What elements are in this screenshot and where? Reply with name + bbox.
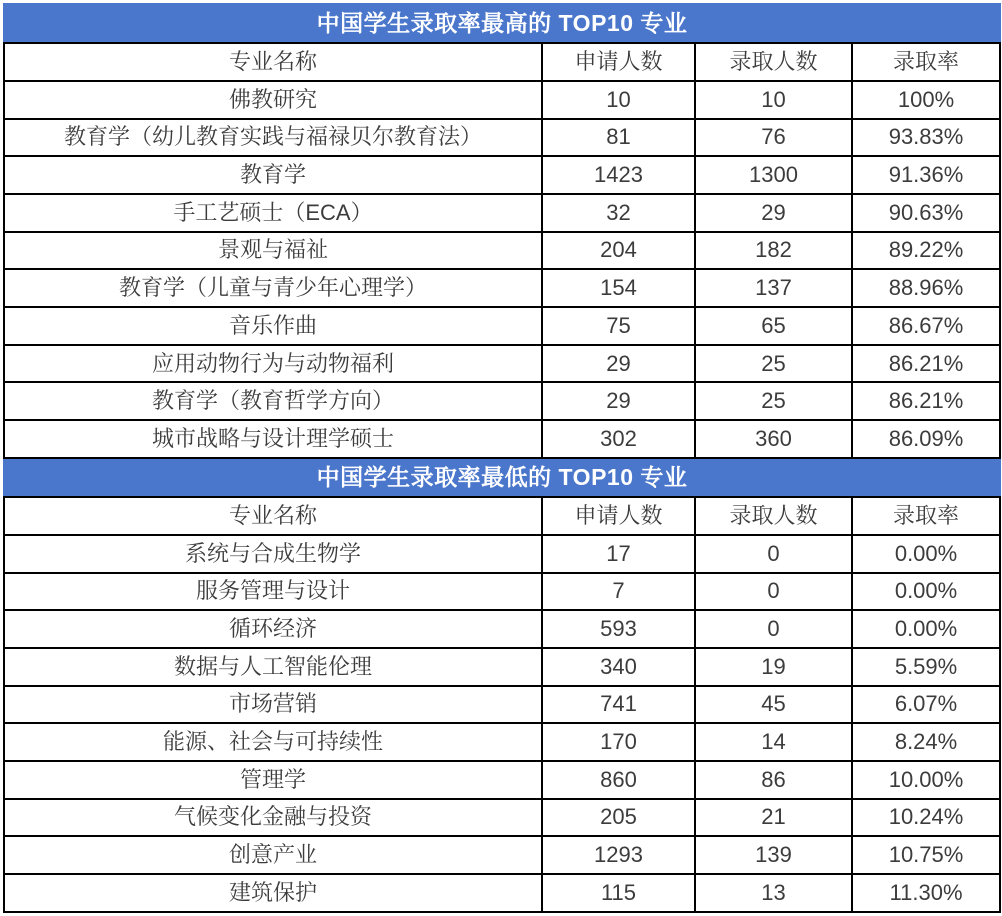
rate-cell: 86.21%: [852, 382, 1000, 420]
column-header-row: [4, 43, 1000, 81]
rate-cell: 0.00%: [852, 535, 1000, 573]
major-name-cell: 市场营销: [4, 686, 542, 724]
column-header-applicants: 申请人数: [542, 497, 695, 535]
major-name-cell: 教育学: [4, 156, 542, 194]
admitted-cell: 139: [695, 836, 852, 874]
column-header-major-name: 专业名称: [4, 43, 542, 81]
applicants-cell: 204: [542, 232, 695, 270]
major-name-cell: 教育学（幼儿教育实践与福禄贝尔教育法）: [4, 119, 542, 157]
table-row: [4, 345, 1000, 383]
admitted-cell: 10: [695, 81, 852, 119]
admitted-cell: 182: [695, 232, 852, 270]
applicants-cell: 75: [542, 307, 695, 345]
major-name-cell: 景观与福祉: [4, 232, 542, 270]
rate-cell: 10.00%: [852, 761, 1000, 799]
applicants-cell: 593: [542, 610, 695, 648]
admitted-cell: 0: [695, 610, 852, 648]
major-name-cell: 佛教研究: [4, 81, 542, 119]
table-row: [4, 382, 1000, 420]
admitted-cell: 25: [695, 382, 852, 420]
rate-cell: 5.59%: [852, 648, 1000, 686]
rate-cell: 0.00%: [852, 610, 1000, 648]
table-row: [4, 420, 1000, 458]
column-header-admitted: 录取人数: [695, 497, 852, 535]
major-name-cell: 手工艺硕士（ECA）: [4, 194, 542, 232]
admitted-cell: 14: [695, 723, 852, 761]
rate-cell: 88.96%: [852, 269, 1000, 307]
major-name-cell: 服务管理与设计: [4, 573, 542, 611]
section-title-row: [4, 458, 1000, 497]
admission-rate-table: [3, 3, 1001, 913]
major-name-cell: 创意产业: [4, 836, 542, 874]
table-row: [4, 723, 1000, 761]
admitted-cell: 45: [695, 686, 852, 724]
applicants-cell: 154: [542, 269, 695, 307]
admitted-cell: 21: [695, 799, 852, 837]
column-header-applicants: 申请人数: [542, 43, 695, 81]
major-name-cell: 音乐作曲: [4, 307, 542, 345]
rate-cell: 8.24%: [852, 723, 1000, 761]
admitted-cell: 29: [695, 194, 852, 232]
table-row: [4, 573, 1000, 611]
rate-cell: 86.21%: [852, 345, 1000, 383]
table-row: [4, 232, 1000, 270]
major-name-cell: 数据与人工智能伦理: [4, 648, 542, 686]
table-row: [4, 119, 1000, 157]
column-header-rate: 录取率: [852, 43, 1000, 81]
admitted-cell: 1300: [695, 156, 852, 194]
major-name-cell: 循环经济: [4, 610, 542, 648]
applicants-cell: 17: [542, 535, 695, 573]
applicants-cell: 81: [542, 119, 695, 157]
table-row: [4, 81, 1000, 119]
section-title-row: [4, 4, 1000, 43]
applicants-cell: 32: [542, 194, 695, 232]
table-row: [4, 307, 1000, 345]
applicants-cell: 302: [542, 420, 695, 458]
applicants-cell: 7: [542, 573, 695, 611]
table-row: [4, 648, 1000, 686]
major-name-cell: 建筑保护: [4, 874, 542, 912]
major-name-cell: 应用动物行为与动物福利: [4, 345, 542, 383]
applicants-cell: 29: [542, 345, 695, 383]
applicants-cell: 115: [542, 874, 695, 912]
table-row: [4, 836, 1000, 874]
rate-cell: 0.00%: [852, 573, 1000, 611]
table-row: [4, 874, 1000, 912]
column-header-admitted: 录取人数: [695, 43, 852, 81]
applicants-cell: 1423: [542, 156, 695, 194]
rate-cell: 6.07%: [852, 686, 1000, 724]
column-header-major-name: 专业名称: [4, 497, 542, 535]
applicants-cell: 340: [542, 648, 695, 686]
major-name-cell: 系统与合成生物学: [4, 535, 542, 573]
applicants-cell: 205: [542, 799, 695, 837]
rate-cell: 90.63%: [852, 194, 1000, 232]
rate-cell: 91.36%: [852, 156, 1000, 194]
admitted-cell: 0: [695, 535, 852, 573]
rate-cell: 86.67%: [852, 307, 1000, 345]
admitted-cell: 360: [695, 420, 852, 458]
column-header-rate: 录取率: [852, 497, 1000, 535]
admitted-cell: 65: [695, 307, 852, 345]
table-row: [4, 761, 1000, 799]
applicants-cell: 1293: [542, 836, 695, 874]
section-title: 中国学生录取率最高的 TOP10 专业: [4, 4, 1000, 43]
major-name-cell: 气候变化金融与投资: [4, 799, 542, 837]
major-name-cell: 教育学（儿童与青少年心理学）: [4, 269, 542, 307]
table-row: [4, 686, 1000, 724]
table-row: [4, 269, 1000, 307]
admitted-cell: 0: [695, 573, 852, 611]
rate-cell: 86.09%: [852, 420, 1000, 458]
table-row: [4, 610, 1000, 648]
admitted-cell: 25: [695, 345, 852, 383]
rate-cell: 100%: [852, 81, 1000, 119]
major-name-cell: 能源、社会与可持续性: [4, 723, 542, 761]
section-title: 中国学生录取率最低的 TOP10 专业: [4, 458, 1000, 497]
rate-cell: 93.83%: [852, 119, 1000, 157]
table-row: [4, 535, 1000, 573]
major-name-cell: 教育学（教育哲学方向）: [4, 382, 542, 420]
applicants-cell: 29: [542, 382, 695, 420]
admitted-cell: 137: [695, 269, 852, 307]
rate-cell: 10.24%: [852, 799, 1000, 837]
applicants-cell: 860: [542, 761, 695, 799]
major-name-cell: 管理学: [4, 761, 542, 799]
major-name-cell: 城市战略与设计理学硕士: [4, 420, 542, 458]
applicants-cell: 741: [542, 686, 695, 724]
column-header-row: [4, 497, 1000, 535]
admitted-cell: 86: [695, 761, 852, 799]
admitted-cell: 13: [695, 874, 852, 912]
admitted-cell: 76: [695, 119, 852, 157]
rate-cell: 11.30%: [852, 874, 1000, 912]
applicants-cell: 170: [542, 723, 695, 761]
rate-cell: 89.22%: [852, 232, 1000, 270]
table-row: [4, 156, 1000, 194]
applicants-cell: 10: [542, 81, 695, 119]
rate-cell: 10.75%: [852, 836, 1000, 874]
table-row: [4, 799, 1000, 837]
admitted-cell: 19: [695, 648, 852, 686]
table-row: [4, 194, 1000, 232]
